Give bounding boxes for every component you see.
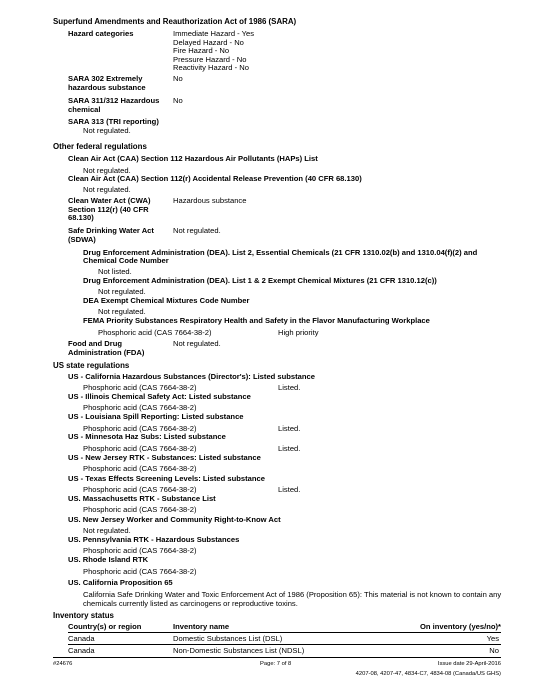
ca-prop65-label: US. California Proposition 65 (68, 578, 173, 587)
sara-313-value: Not regulated. (83, 126, 131, 135)
ca-hazardous-value: Listed. (278, 383, 301, 392)
pa-rtk-label: US. Pennsylvania RTK - Hazardous Substances (68, 535, 240, 544)
la-spill-substance: Phosphoric acid (CAS 7664-38-2) (83, 424, 197, 433)
sara-311-value: No (173, 96, 183, 105)
inventory-cell-country: Canada (68, 646, 95, 655)
la-spill-label: US - Louisiana Spill Reporting: Listed substance (68, 412, 244, 421)
caa-112r-value: Not regulated. (83, 185, 131, 194)
fema-substance: Phosphoric acid (CAS 7664-38-2) (98, 328, 212, 337)
tx-screening-substance: Phosphoric acid (CAS 7664-38-2) (83, 485, 197, 494)
sdwa-label: (SDWA) (68, 235, 96, 244)
pa-rtk-substance: Phosphoric acid (CAS 7664-38-2) (83, 546, 197, 555)
sara-311-label: SARA 311/312 Hazardous (68, 96, 160, 105)
fema-value: High priority (278, 328, 319, 337)
state-section-title: US state regulations (53, 361, 130, 370)
inventory-section-title: Inventory status (53, 611, 114, 620)
hazard-category-line: Delayed Hazard - No (173, 38, 244, 47)
tx-screening-label: US - Texas Effects Screening Levels: Listed substance (68, 474, 265, 483)
fda-label: Administration (FDA) (68, 348, 145, 357)
ri-rtk-label: US. Rhode Island RTK (68, 555, 149, 564)
hazard-category-line: Immediate Hazard - Yes (173, 29, 255, 38)
cwa-value: Hazardous substance (173, 196, 247, 205)
tx-screening-value: Listed. (278, 485, 301, 494)
nj-rtk-substance: Phosphoric acid (CAS 7664-38-2) (83, 464, 197, 473)
footer-product-codes: 4207-08, 4207-47, 4834-C7, 4834-08 (Canada/US GHS) (355, 671, 501, 677)
inventory-header-rule (68, 632, 501, 633)
inventory-header-name: Inventory name (173, 622, 230, 631)
sara-313-label: SARA 313 (TRI reporting) (68, 117, 159, 126)
ma-rtk-substance: Phosphoric acid (CAS 7664-38-2) (83, 505, 197, 514)
inventory-header-country: Country(s) or region (68, 622, 142, 631)
ca-prop65-text: California Safe Drinking Water and Toxic Enforcement Act of 1986 (Proposition 65): This material is not known to contain any chemicals currently listed as carcinogens or reproductive toxins. (83, 590, 502, 608)
cwa-label: Section 112(r) (40 CFR (68, 205, 149, 214)
fda-value: Not regulated. (173, 339, 221, 348)
mn-haz-label: US - Minnesota Haz Subs: Listed substance (68, 432, 226, 441)
federal-section-title: Other federal regulations (53, 142, 147, 151)
cwa-label: Clean Water Act (CWA) (68, 196, 151, 205)
inventory-cell-status: No (489, 646, 499, 655)
la-spill-value: Listed. (278, 424, 301, 433)
footer-issue-date: Issue date 29-April-2016 (437, 661, 501, 667)
inventory-row-rule (68, 644, 501, 645)
sara-302-value: No (173, 74, 183, 83)
nj-rtk-label: US - New Jersey RTK - Substances: Listed substance (68, 453, 261, 462)
fda-label: Food and Drug (68, 339, 122, 348)
ri-rtk-substance: Phosphoric acid (CAS 7664-38-2) (83, 567, 197, 576)
dea-code-label: DEA Exempt Chemical Mixtures Code Number (83, 296, 250, 305)
inventory-cell-name: Non-Domestic Substances List (NDSL) (173, 646, 305, 655)
inventory-cell-name: Domestic Substances List (DSL) (173, 634, 283, 643)
fema-label: FEMA Priority Substances Respiratory Health and Safety in the Flavor Manufacturing Workplace (83, 316, 430, 325)
footer-rule (53, 657, 501, 658)
mn-haz-value: Listed. (278, 444, 301, 453)
il-chemical-label: US - Illinois Chemical Safety Act: Listed substance (68, 392, 251, 401)
dea-list2-value: Not listed. (98, 267, 132, 276)
ca-hazardous-substance: Phosphoric acid (CAS 7664-38-2) (83, 383, 197, 392)
sara-302-label: SARA 302 Extremely (68, 74, 143, 83)
footer-doc-number: #24676 (53, 661, 73, 667)
ca-hazardous-label: US - California Hazardous Substances (Director's): Listed substance (68, 372, 315, 381)
mn-haz-substance: Phosphoric acid (CAS 7664-38-2) (83, 444, 197, 453)
sara-311-label: chemical (68, 105, 101, 114)
hazard-category-line: Reactivity Hazard - No (173, 63, 249, 72)
inventory-cell-country: Canada (68, 634, 95, 643)
sdwa-value: Not regulated. (173, 226, 221, 235)
caa-112r-label: Clean Air Act (CAA) Section 112(r) Accidental Release Prevention (40 CFR 68.130) (68, 174, 362, 183)
caa-112-label: Clean Air Act (CAA) Section 112 Hazardous Air Pollutants (HAPs) List (68, 154, 318, 163)
inventory-header-status: On inventory (yes/no)* (419, 622, 501, 631)
ma-rtk-label: US. Massachusetts RTK - Substance List (68, 494, 216, 503)
sara-section-title: Superfund Amendments and Reauthorization Act of 1986 (SARA) (53, 17, 297, 26)
inventory-cell-status: Yes (486, 634, 499, 643)
hazard-category-line: Fire Hazard - No (173, 46, 230, 55)
dea-exempt-value: Not regulated. (98, 287, 146, 296)
dea-list2-label: Drug Enforcement Administration (DEA). List 2, Essential Chemicals (21 CFR 1310.02(b) and 1310.04(f)(2) and (83, 248, 478, 257)
nj-worker-label: US. New Jersey Worker and Community Right-to-Know Act (68, 515, 281, 524)
nj-worker-value: Not regulated. (83, 526, 131, 535)
hazard-category-line: Pressure Hazard - No (173, 55, 247, 64)
dea-code-value: Not regulated. (98, 307, 146, 316)
sara-302-label: hazardous substance (68, 83, 146, 92)
caa-112-value: Not regulated. (83, 166, 131, 175)
il-chemical-substance: Phosphoric acid (CAS 7664-38-2) (83, 403, 197, 412)
cwa-label: 68.130) (68, 213, 94, 222)
hazard-categories-label: Hazard categories (68, 29, 134, 38)
dea-exempt-label: Drug Enforcement Administration (DEA). List 1 & 2 Exempt Chemical Mixtures (21 CFR 1310.12(c)) (83, 276, 437, 285)
sdwa-label: Safe Drinking Water Act (68, 226, 154, 235)
dea-list2-label: Chemical Code Number (83, 256, 169, 265)
footer-page-number: Page: 7 of 8 (260, 661, 292, 667)
